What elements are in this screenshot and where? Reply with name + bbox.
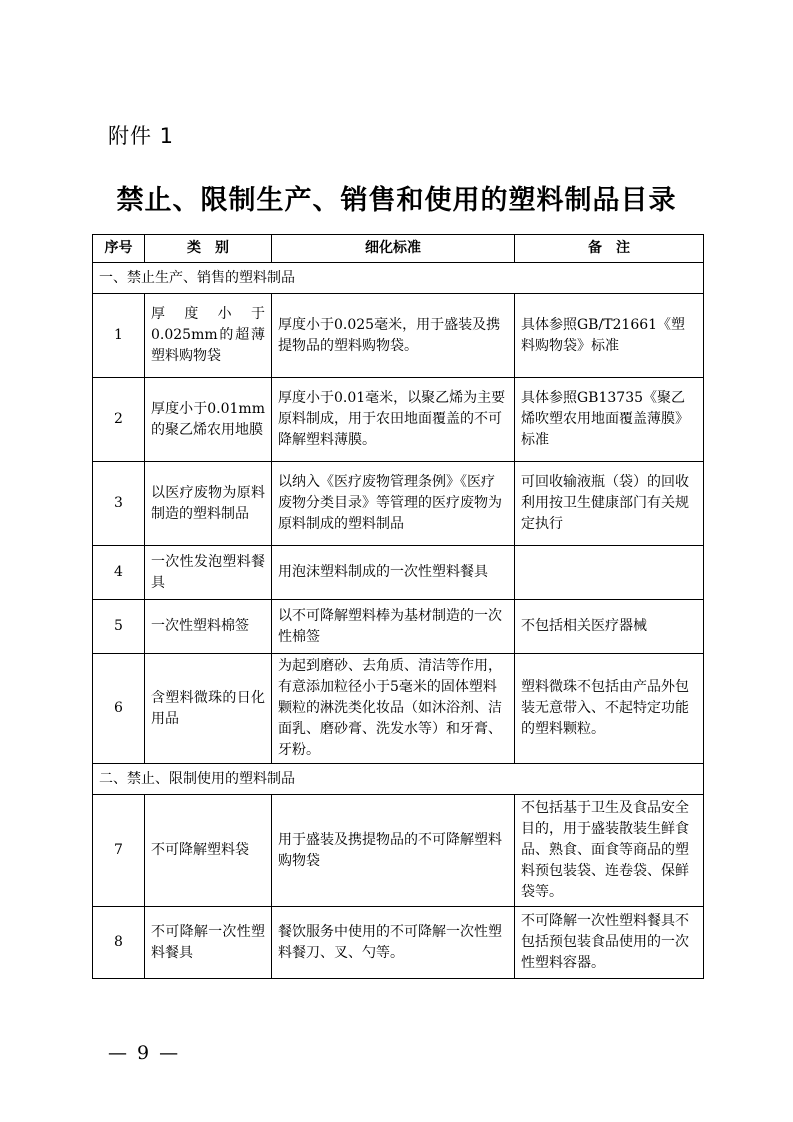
row-number: 3 [93, 462, 145, 546]
header-seq: 序号 [93, 235, 145, 263]
table-row [93, 546, 704, 600]
row-category: 厚度小于0.025mm的超薄塑料购物袋 [145, 294, 272, 378]
attachment-label: 附件 1 [108, 124, 175, 148]
table-row [93, 378, 704, 462]
row-standard: 为起到磨砂、去角质、清洁等作用，有意添加粒径小于5毫米的固体塑料颗粒的淋洗类化妆品（如沐浴剂、洁面乳、磨砂膏、洗发水等）和牙膏、牙粉。 [272, 654, 515, 764]
row-note: 不包括相关医疗器械 [515, 600, 704, 654]
section-row [93, 263, 704, 294]
row-category: 以医疗废物为原料制造的塑料制品 [145, 462, 272, 546]
row-number: 1 [93, 294, 145, 378]
row-category: 不可降解一次性塑料餐具 [145, 907, 272, 979]
row-standard: 以不可降解塑料棒为基材制造的一次性棉签 [272, 600, 515, 654]
row-note: 不可降解一次性塑料餐具不包括预包装食品使用的一次性塑料容器。 [515, 907, 704, 979]
row-number: 6 [93, 654, 145, 764]
page-number: — 9 — [108, 1042, 181, 1064]
section-heading: 二、禁止、限制使用的塑料制品 [93, 764, 704, 795]
row-note: 不包括基于卫生及食品安全目的，用于盛装散装生鲜食品、熟食、面食等商品的塑料预包装袋、连卷袋、保鲜袋等。 [515, 795, 704, 907]
row-category: 一次性发泡塑料餐具 [145, 546, 272, 600]
row-number: 5 [93, 600, 145, 654]
row-standard: 以纳入《医疗废物管理条例》《医疗废物分类目录》等管理的医疗废物为原料制成的塑料制品 [272, 462, 515, 546]
table-row [93, 294, 704, 378]
table-header-row [93, 235, 704, 263]
row-number: 7 [93, 795, 145, 907]
row-number: 4 [93, 546, 145, 600]
table-row [93, 654, 704, 764]
document-title: 禁止、限制生产、销售和使用的塑料制品目录 [116, 185, 677, 216]
header-standard: 细化标准 [272, 235, 515, 263]
row-category: 不可降解塑料袋 [145, 795, 272, 907]
row-note: 具体参照GB/T21661《塑料购物袋》标准 [515, 294, 704, 378]
row-standard: 餐饮服务中使用的不可降解一次性塑料餐刀、叉、勺等。 [272, 907, 515, 979]
row-standard: 用于盛装及携提物品的不可降解塑料购物袋 [272, 795, 515, 907]
section-row [93, 764, 704, 795]
row-note [515, 546, 704, 600]
table-row [93, 795, 704, 907]
row-standard: 厚度小于0.025毫米，用于盛装及携提物品的塑料购物袋。 [272, 294, 515, 378]
row-category: 含塑料微珠的日化用品 [145, 654, 272, 764]
row-number: 8 [93, 907, 145, 979]
table-row [93, 600, 704, 654]
table-row [93, 462, 704, 546]
section-heading: 一、禁止生产、销售的塑料制品 [93, 263, 704, 294]
row-note: 具体参照GB13735《聚乙烯吹塑农用地面覆盖薄膜》标准 [515, 378, 704, 462]
plastic-products-table [92, 234, 704, 979]
row-number: 2 [93, 378, 145, 462]
row-standard: 用泡沫塑料制成的一次性塑料餐具 [272, 546, 515, 600]
row-standard: 厚度小于0.01毫米，以聚乙烯为主要原料制成，用于农田地面覆盖的不可降解塑料薄膜。 [272, 378, 515, 462]
row-category: 一次性塑料棉签 [145, 600, 272, 654]
row-note: 塑料微珠不包括由产品外包装无意带入、不起特定功能的塑料颗粒。 [515, 654, 704, 764]
row-category: 厚度小于0.01mm的聚乙烯农用地膜 [145, 378, 272, 462]
row-note: 可回收输液瓶（袋）的回收利用按卫生健康部门有关规定执行 [515, 462, 704, 546]
header-category: 类 别 [145, 235, 272, 263]
table-row [93, 907, 704, 979]
header-note: 备 注 [515, 235, 704, 263]
